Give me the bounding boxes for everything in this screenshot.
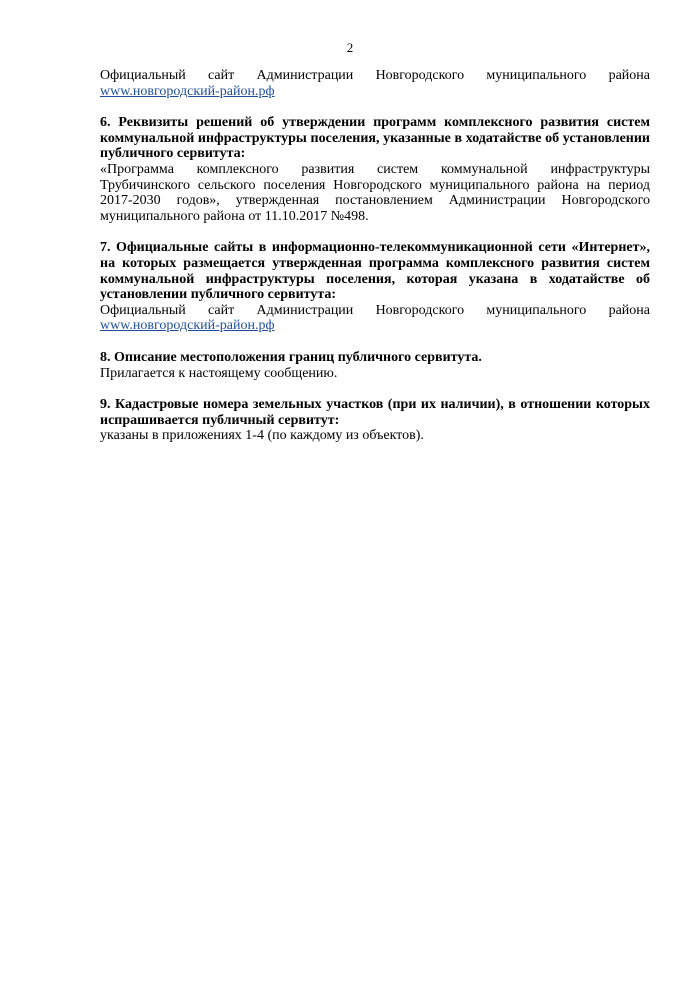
intro-text: Официальный сайт Администрации Новгородского муниципального района	[100, 68, 650, 83]
section-6-body-line: Трубичинского сельского поселения Новгородского муниципального района на период	[100, 177, 650, 193]
page-number: 2	[346, 40, 354, 55]
section-8-body: Прилагается к настоящему сообщению.	[100, 365, 338, 381]
section-6-heading-line: 6. Реквизиты решений об утверждении программ комплексного развития систем	[100, 115, 650, 131]
section-7-heading-line: коммунальной инфраструктуры поселения, которая указана в ходатайстве об	[100, 271, 650, 287]
section-9-body: указаны в приложениях 1-4 (по каждому из объектов).	[100, 428, 424, 444]
section-7-body-text: Официальный сайт Администрации Новгородского муниципального района	[100, 302, 650, 318]
section-6-body-line: муниципального района от 11.10.2017 №498.	[100, 208, 369, 224]
section-6-heading-line: публичного сервитута:	[100, 146, 246, 162]
section-9	[100, 397, 650, 444]
section-8	[100, 350, 650, 381]
section-6-body-line: «Программа комплексного развития систем коммунальной инфраструктуры	[100, 161, 650, 177]
section-7-heading-line: на которых размещается утвержденная программа комплексного развития систем	[100, 255, 650, 271]
section-8-heading: 8. Описание местоположения границ публичного сервитута.	[100, 349, 482, 365]
intro-site-link[interactable]: www.новгородский-район.рф	[100, 83, 275, 99]
section-7-heading-line: установлении публичного сервитута:	[100, 287, 337, 303]
section-9-heading-line: испрашивается публичный сервитут:	[100, 412, 340, 428]
section-7-heading-line: 7. Официальные сайты в информационно-телекоммуникационной сети «Интернет»,	[100, 240, 650, 256]
section-6	[100, 115, 650, 224]
section-9-heading-line: 9. Кадастровые номера земельных участков (при их наличии), в отношении которых	[100, 397, 650, 413]
section-6-body-line: 2017-2030 годов», утвержденная постановлением Администрации Новгородского	[100, 193, 650, 209]
section-7	[100, 240, 650, 334]
intro-section	[100, 68, 650, 99]
section-6-heading-line: коммунальной инфраструктуры поселения, указанные в ходатайстве об установлении	[100, 130, 650, 146]
section-7-site-link[interactable]: www.новгородский-район.рф	[100, 318, 275, 334]
document-body	[100, 68, 650, 444]
